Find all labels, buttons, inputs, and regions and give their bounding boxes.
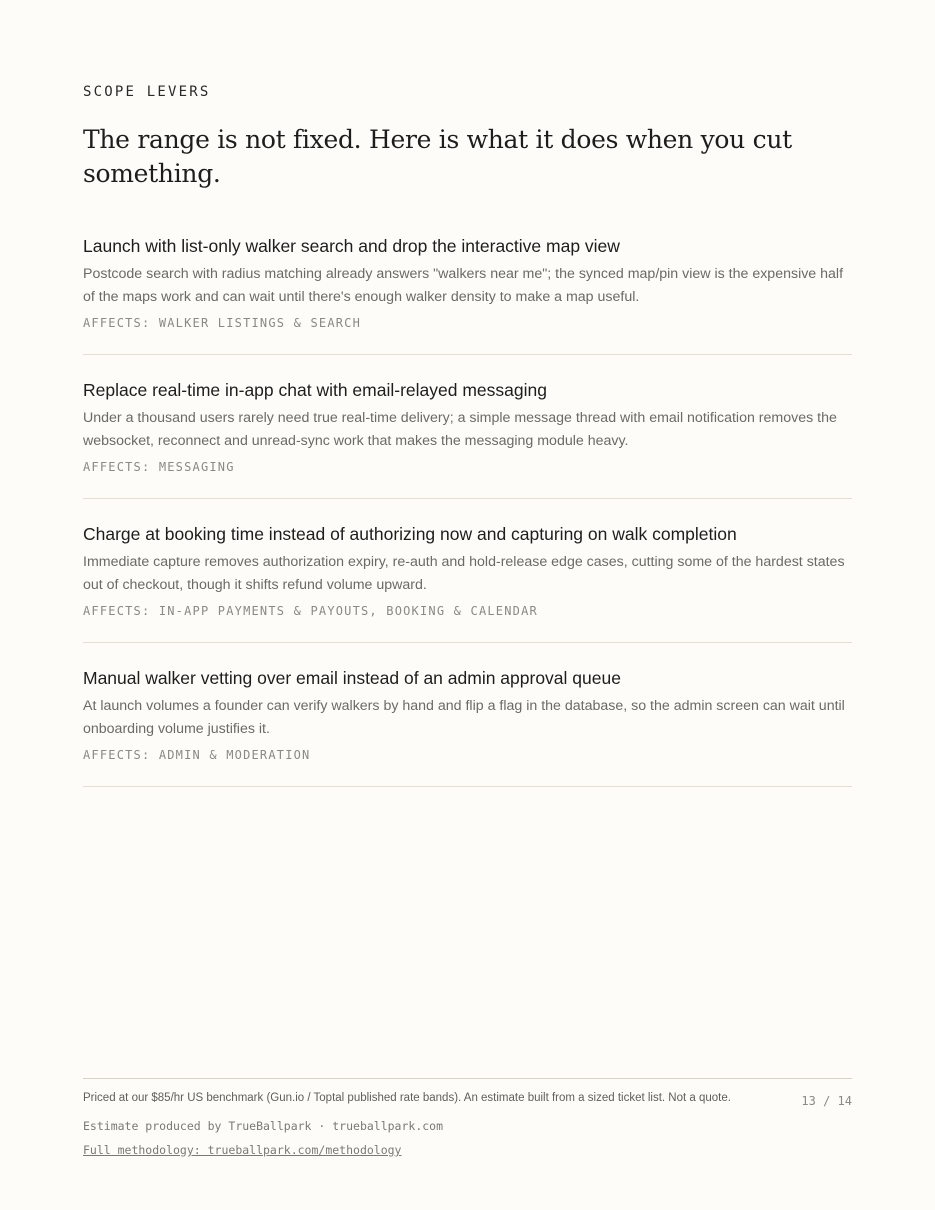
list-item bbox=[83, 522, 852, 643]
lever-affects: AFFECTS: ADMIN & MODERATION bbox=[83, 748, 311, 762]
lever-title: Launch with list-only walker search and drop the interactive map view bbox=[83, 236, 620, 256]
producer-credit: Estimate produced by TrueBallpark · trueballpark.com bbox=[83, 1119, 444, 1133]
lever-affects: AFFECTS: MESSAGING bbox=[83, 460, 235, 474]
lever-affects: AFFECTS: WALKER LISTINGS & SEARCH bbox=[83, 316, 362, 330]
lever-affects: AFFECTS: IN-APP PAYMENTS & PAYOUTS, BOOKING & CALENDAR bbox=[83, 604, 538, 618]
lever-title: Manual walker vetting over email instead of an admin approval queue bbox=[83, 668, 621, 688]
page-title: The range is not fixed. Here is what it does when you cut something. bbox=[83, 125, 792, 188]
pricing-note: Priced at our $85/hr US benchmark (Gun.io / Toptal published rate bands). An estimate built from a sized ticket list. Not a quote. bbox=[83, 1092, 731, 1104]
list-item bbox=[83, 666, 852, 787]
lever-list bbox=[83, 234, 852, 810]
lever-title: Charge at booking time instead of authorizing now and capturing on walk completion bbox=[83, 524, 737, 544]
lever-description: At launch volumes a founder can verify walkers by hand and flip a flag in the database, so the admin screen can wait until onboarding volume justifies it. bbox=[83, 698, 845, 737]
lever-description: Immediate capture removes authorization expiry, re-auth and hold-release edge cases, cutting some of the hardest states out of checkout, though it shifts refund volume upward. bbox=[83, 554, 845, 593]
page-number: 13 / 14 bbox=[801, 1094, 852, 1108]
lever-description: Postcode search with radius matching already answers "walkers near me"; the synced map/pin view is the expensive half of the maps work and can wait until there's enough walker density to make a map useful. bbox=[83, 266, 844, 305]
list-item bbox=[83, 378, 852, 499]
page-footer bbox=[83, 1078, 852, 1157]
section-eyebrow: SCOPE LEVERS bbox=[83, 84, 211, 100]
lever-title: Replace real-time in-app chat with email-relayed messaging bbox=[83, 380, 547, 400]
lever-description: Under a thousand users rarely need true real-time delivery; a simple message thread with email notification removes the websocket, reconnect and unread-sync work that makes the messaging module heavy. bbox=[83, 410, 837, 449]
methodology-link[interactable]: Full methodology: trueballpark.com/methodology bbox=[83, 1143, 402, 1157]
list-item bbox=[83, 234, 852, 355]
